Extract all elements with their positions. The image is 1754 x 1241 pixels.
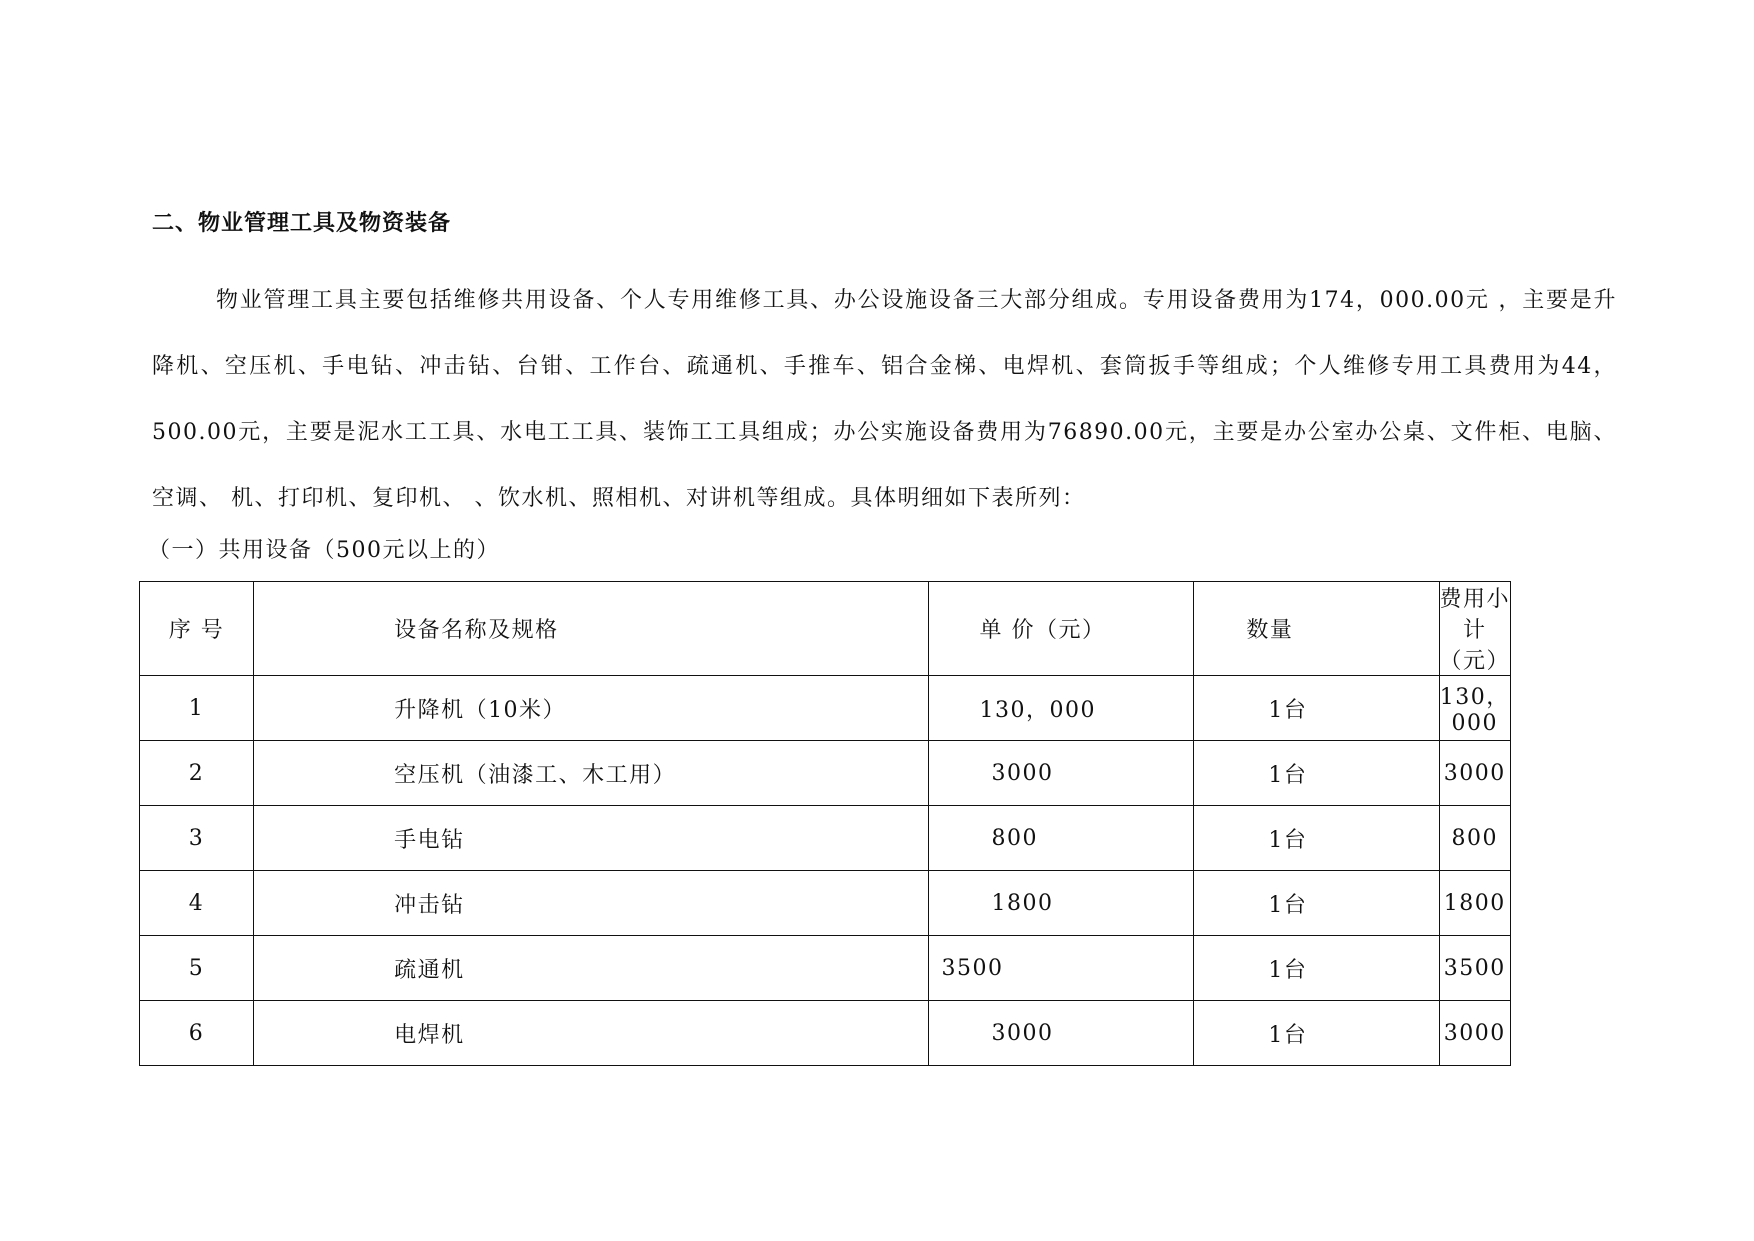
header-index: 序 号 [140,582,254,676]
cell-name: 电焊机 [254,1001,929,1066]
cell-subtotal: 800 [1439,806,1511,871]
cell-name: 空压机（油漆工、木工用） [254,741,929,806]
cell-price: 3000 [929,741,1194,806]
header-subtotal: 费用小计（元） [1439,582,1511,676]
header-qty: 数量 [1194,582,1439,676]
cell-index: 2 [140,741,254,806]
cell-subtotal: 130，000 [1439,676,1511,741]
cell-qty: 1台 [1194,1001,1439,1066]
table-row [140,871,1511,936]
cell-qty: 1台 [1194,936,1439,1001]
cell-qty: 1台 [1194,741,1439,806]
cell-price: 1800 [929,871,1194,936]
cell-qty: 1台 [1194,871,1439,936]
cell-index: 4 [140,871,254,936]
cell-subtotal: 1800 [1439,871,1511,936]
cell-price: 3500 [929,936,1194,1001]
header-name: 设备名称及规格 [254,582,929,676]
cell-subtotal: 3000 [1439,741,1511,806]
cell-index: 6 [140,1001,254,1066]
cell-qty: 1台 [1194,676,1439,741]
cell-name: 手电钻 [254,806,929,871]
cell-price: 800 [929,806,1194,871]
cell-name: 冲击钻 [254,871,929,936]
intro-paragraph: 物业管理工具主要包括维修共用设备、个人专用维修工具、办公设施设备三大部分组成。专用设备费用为174，000.00元 ，主要是升降机、空压机、手电钻、冲击钻、台钳、工作台、疏通机、手推车、铝合金梯、电焊机、套筒扳手等组成；个人维修专用工具费用为44，500.00元，主要是泥水工工具、水电工工具、装饰工工具组成；办公实施设备费用为76890.00元，主要是办公室办公桌、文件柜、电脑、空调、 机、打印机、复印机、 、饮水机、照相机、对讲机等组成。具体明细如下表所列： [152,288,1617,511]
table-row [140,676,1511,741]
cell-price: 3000 [929,1001,1194,1066]
equipment-table [139,581,1511,1066]
table-caption: （一）共用设备（500元以上的） [148,538,500,563]
table-row [140,806,1511,871]
cell-name: 疏通机 [254,936,929,1001]
cell-name: 升降机（10米） [254,676,929,741]
cell-subtotal: 3000 [1439,1001,1511,1066]
cell-index: 3 [140,806,254,871]
table-header-row [140,582,1511,676]
cell-qty: 1台 [1194,806,1439,871]
table-row [140,1001,1511,1066]
table-row [140,936,1511,1001]
cell-subtotal: 3500 [1439,936,1511,1001]
cell-price: 130，000 [929,676,1194,741]
section-heading: 二、物业管理工具及物资装备 [152,211,452,236]
header-price: 单 价（元） [929,582,1194,676]
cell-index: 1 [140,676,254,741]
table-row [140,741,1511,806]
cell-index: 5 [140,936,254,1001]
